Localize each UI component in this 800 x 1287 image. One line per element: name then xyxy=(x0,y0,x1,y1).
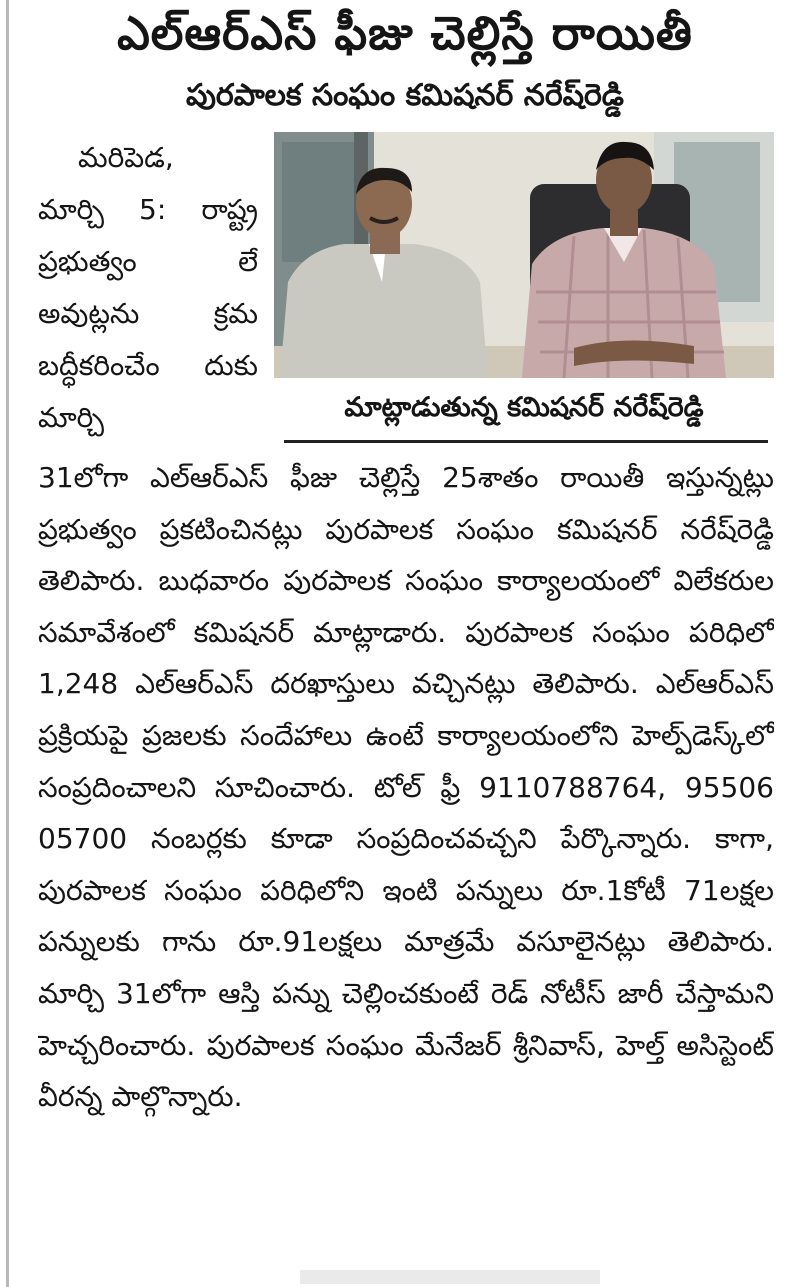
subheadline: పురపాలక సంఘం కమిషనర్‌ నరేష్‌రెడ్డి xyxy=(185,78,624,113)
photo-caption: మాట్లాడుతున్న కమిషనర్‌ నరేష్‌రెడ్డి xyxy=(344,392,704,423)
lead-text: మార్చి 5: రాష్ట్ర ప్రభుత్వం లే అవుట్లను క్రమ బద్ధీకరించేం దుకు మార్చి xyxy=(38,193,258,434)
photo-two-men-image xyxy=(274,132,774,378)
article-body: 31లోగా ఎల్‌ఆర్‌ఎస్‌ ఫీజు చెల్లిస్తే 25శాతం రాయితీ ఇస్తున్నట్లు ప్రభుత్వం ప్రకటించినట్లు పురపాలక సంఘం కమిషనర్‌ నరేష్‌రెడ్డి తెలిపారు. బుధవారం పురపాలక సంఘం కార్యాలయంలో విలేకరుల సమావేశంలో కమిషనర్‌ మాట్లాడారు. పురపాలక సంఘం పరిధిలో 1,248 ఎల్‌ఆర్‌ఎస్‌ దరఖాస్తులు వచ్చినట్లు తెలిపారు. ఎల్‌ఆర్‌ఎస్‌ ప్రక్రియపై ప్రజలకు సందేహాలు ఉంటే కార్యాలయంలోని హెల్ప్‌డెస్క్‌లో సంప్రదించాలని సూచించారు. టోల్‌ ఫ్రీ 9110788764, 95506 05700 నంబర్లకు కూడా సంప్రదించవచ్చని పేర్కొన్నారు. కాగా, పురపాలక సంఘం పరిధిలోని ఇంటి పన్నులు రూ.1కోటీ 71లక్షల పన్నులకు గాను రూ.91లక్షలు మాత్రమే వసూలైనట్లు తెలిపారు. మార్చి 31లోగా ఆస్తి పన్ను చెల్లించకుంటే రెడ్‌ నోటీస్‌ జారీ చేస్తామని హెచ్చరించారు. పురపాలక సంఘం మేనేజర్‌ శ్రీనివాస్‌, హెల్త్‌ అసిస్టెంట్‌ వీరన్న పాల్గొన్నారు. xyxy=(38,461,774,1114)
headline: ఎల్‌ఆర్‌ఎస్‌ ఫీజు చెల్లిస్తే రాయితీ xyxy=(117,6,693,60)
dateline: మరిపెడ, xyxy=(78,141,174,174)
caption-underline xyxy=(284,440,768,443)
lead-paragraph xyxy=(38,132,258,454)
page-edge-rule xyxy=(6,0,9,1287)
news-photo xyxy=(274,132,774,378)
cropped-next-headline xyxy=(300,1270,600,1284)
